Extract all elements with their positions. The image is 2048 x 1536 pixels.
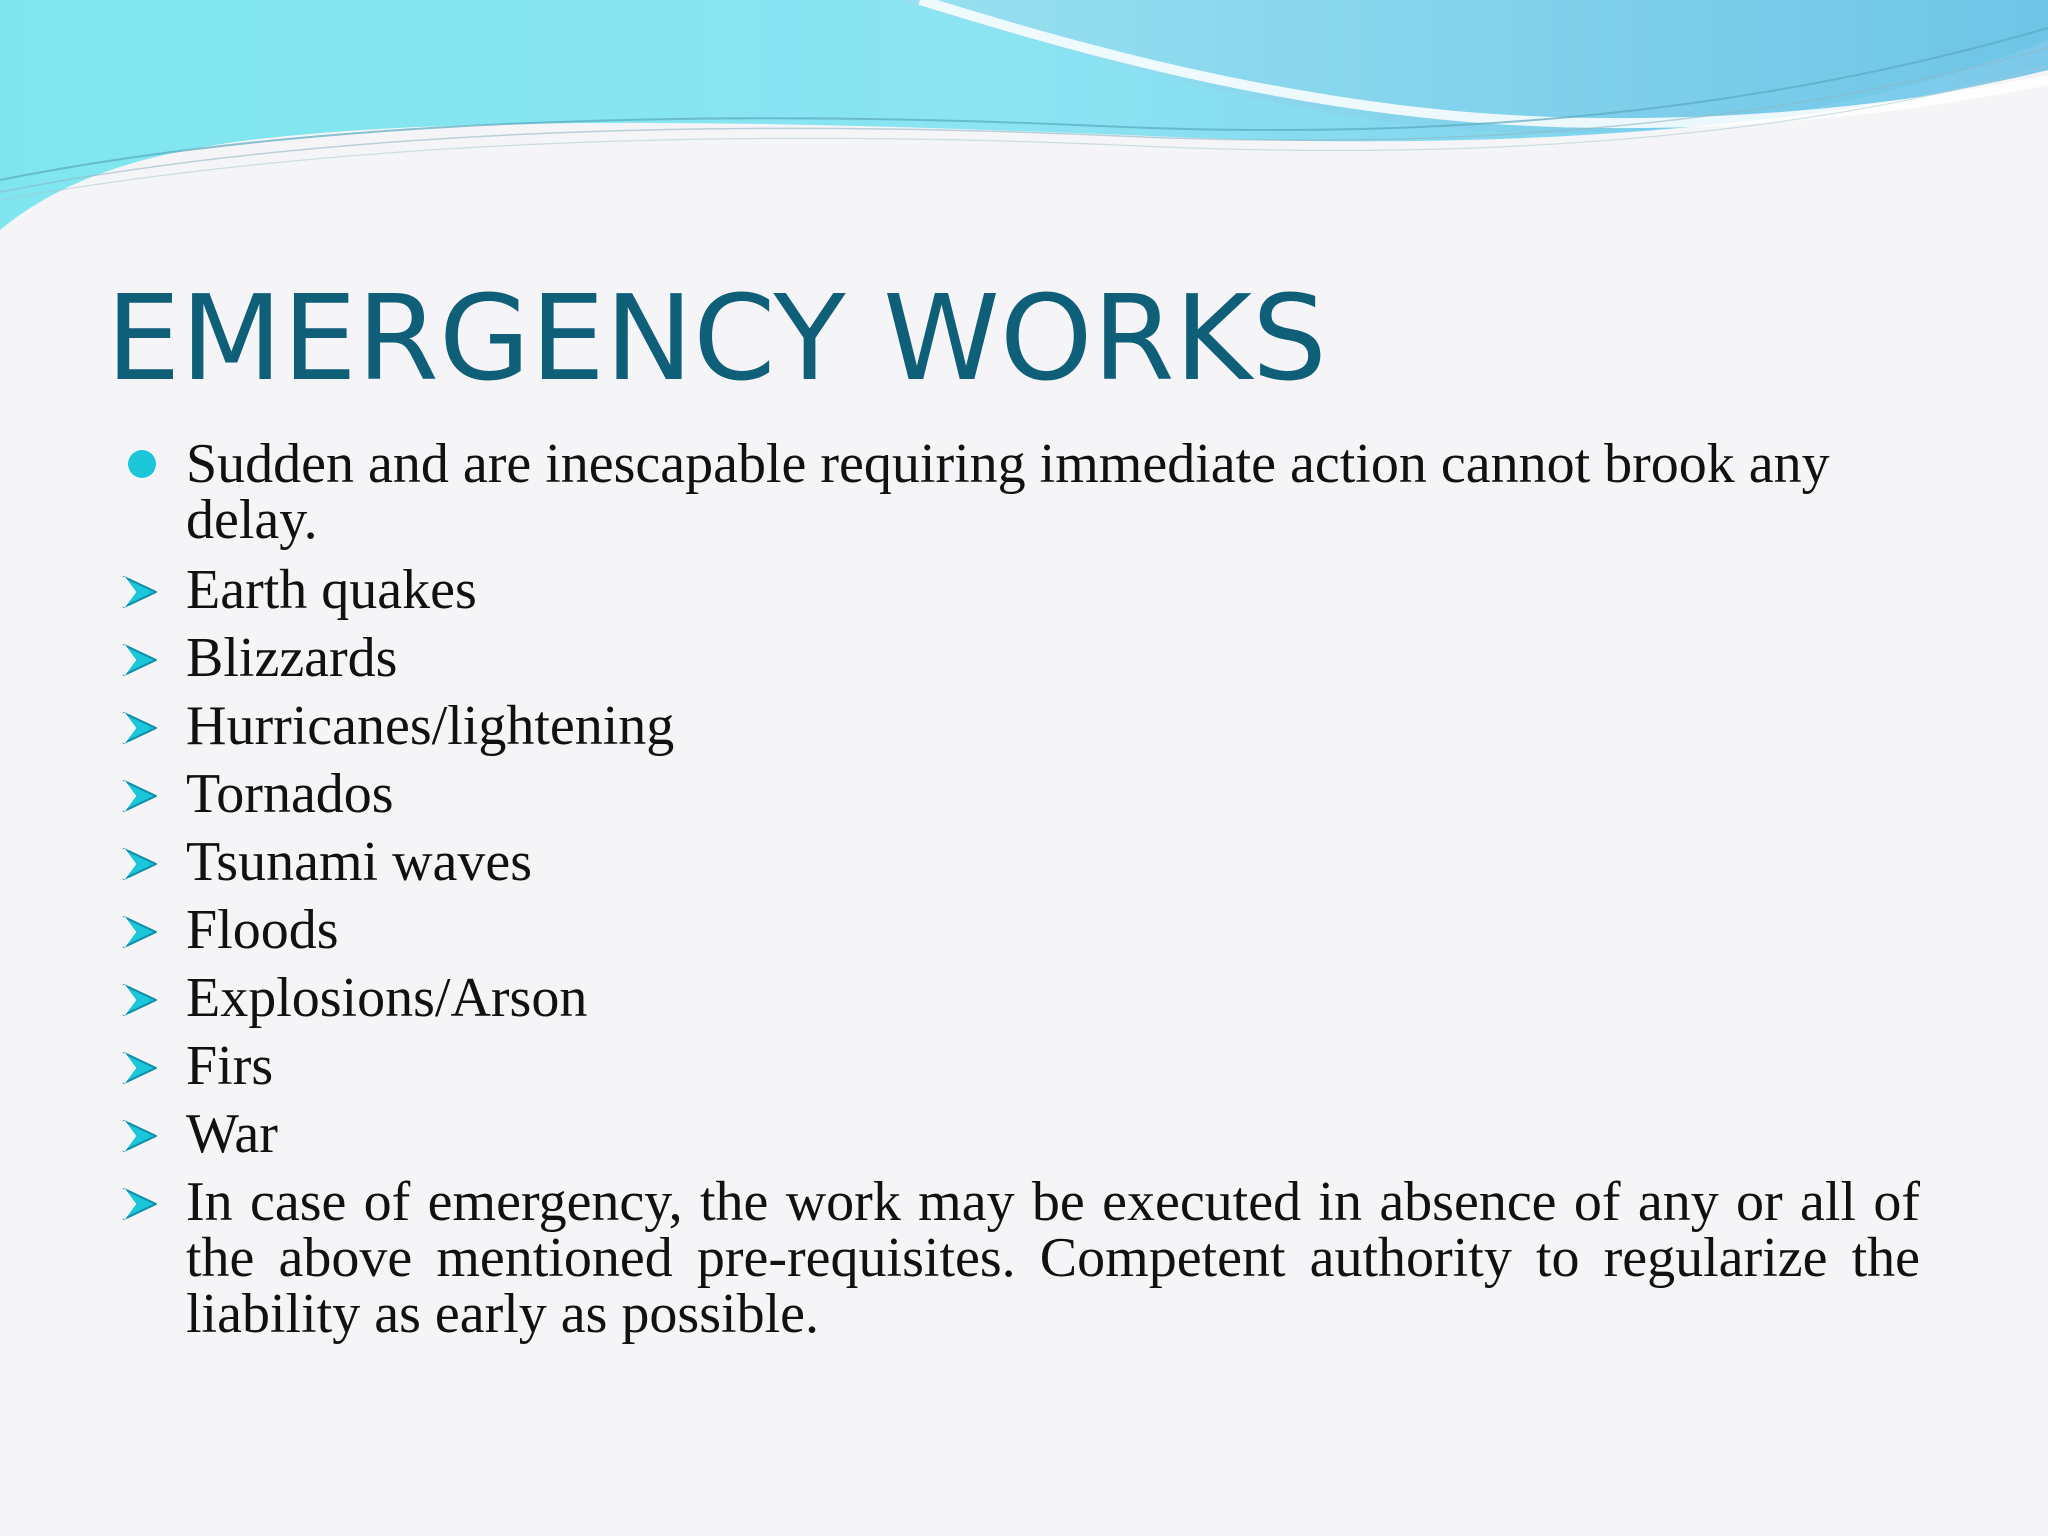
- list-item-text: Floods: [186, 899, 339, 961]
- list-item: [120, 559, 1920, 621]
- bullet-list: [120, 433, 1920, 1354]
- list-item: [120, 695, 1920, 757]
- list-item: [120, 967, 1920, 1029]
- list-item-text: War: [186, 1103, 278, 1165]
- list-item-text: Explosions/Arson: [186, 967, 588, 1029]
- list-item: [120, 899, 1920, 961]
- list-item-text: Firs: [186, 1035, 274, 1097]
- filled-circle-bullet-icon: [128, 450, 156, 478]
- list-item-text: Tsunami waves: [186, 831, 533, 893]
- list-item-text: Blizzards: [186, 627, 398, 689]
- arrowhead-bullet-icon: [120, 574, 160, 610]
- arrowhead-bullet-icon: [120, 710, 160, 746]
- list-item: [120, 763, 1920, 825]
- arrowhead-bullet-icon: [120, 642, 160, 678]
- arrowhead-bullet-icon: [120, 846, 160, 882]
- arrowhead-bullet-icon: [120, 1186, 160, 1222]
- list-item-text: Hurricanes/lightening: [186, 695, 675, 757]
- list-item: [120, 627, 1920, 689]
- list-item-text: In case of emergency, the work may be executed in absence of any or all of the above mentioned pre-requisites. Competent authority to regularize the liability as early as possible.: [186, 1171, 1920, 1345]
- lead-bullet-item: [120, 433, 1920, 551]
- list-item-text: Tornados: [186, 763, 394, 825]
- lead-bullet-text: Sudden and are inescapable requiring immediate action cannot brook any delay.: [186, 433, 1830, 551]
- list-item-text: Earth quakes: [186, 559, 477, 621]
- list-item: [120, 831, 1920, 893]
- arrowhead-bullet-icon: [120, 982, 160, 1018]
- arrowhead-bullet-icon: [120, 778, 160, 814]
- header-wave-decoration: [0, 0, 2048, 240]
- arrowhead-bullet-icon: [120, 1050, 160, 1086]
- arrowhead-bullet-icon: [120, 1118, 160, 1154]
- slide-title: EMERGENCY WORKS: [106, 269, 1327, 407]
- list-item: [120, 1171, 1920, 1345]
- list-item: [120, 1035, 1920, 1097]
- arrowhead-bullet-icon: [120, 914, 160, 950]
- list-item: [120, 1103, 1920, 1165]
